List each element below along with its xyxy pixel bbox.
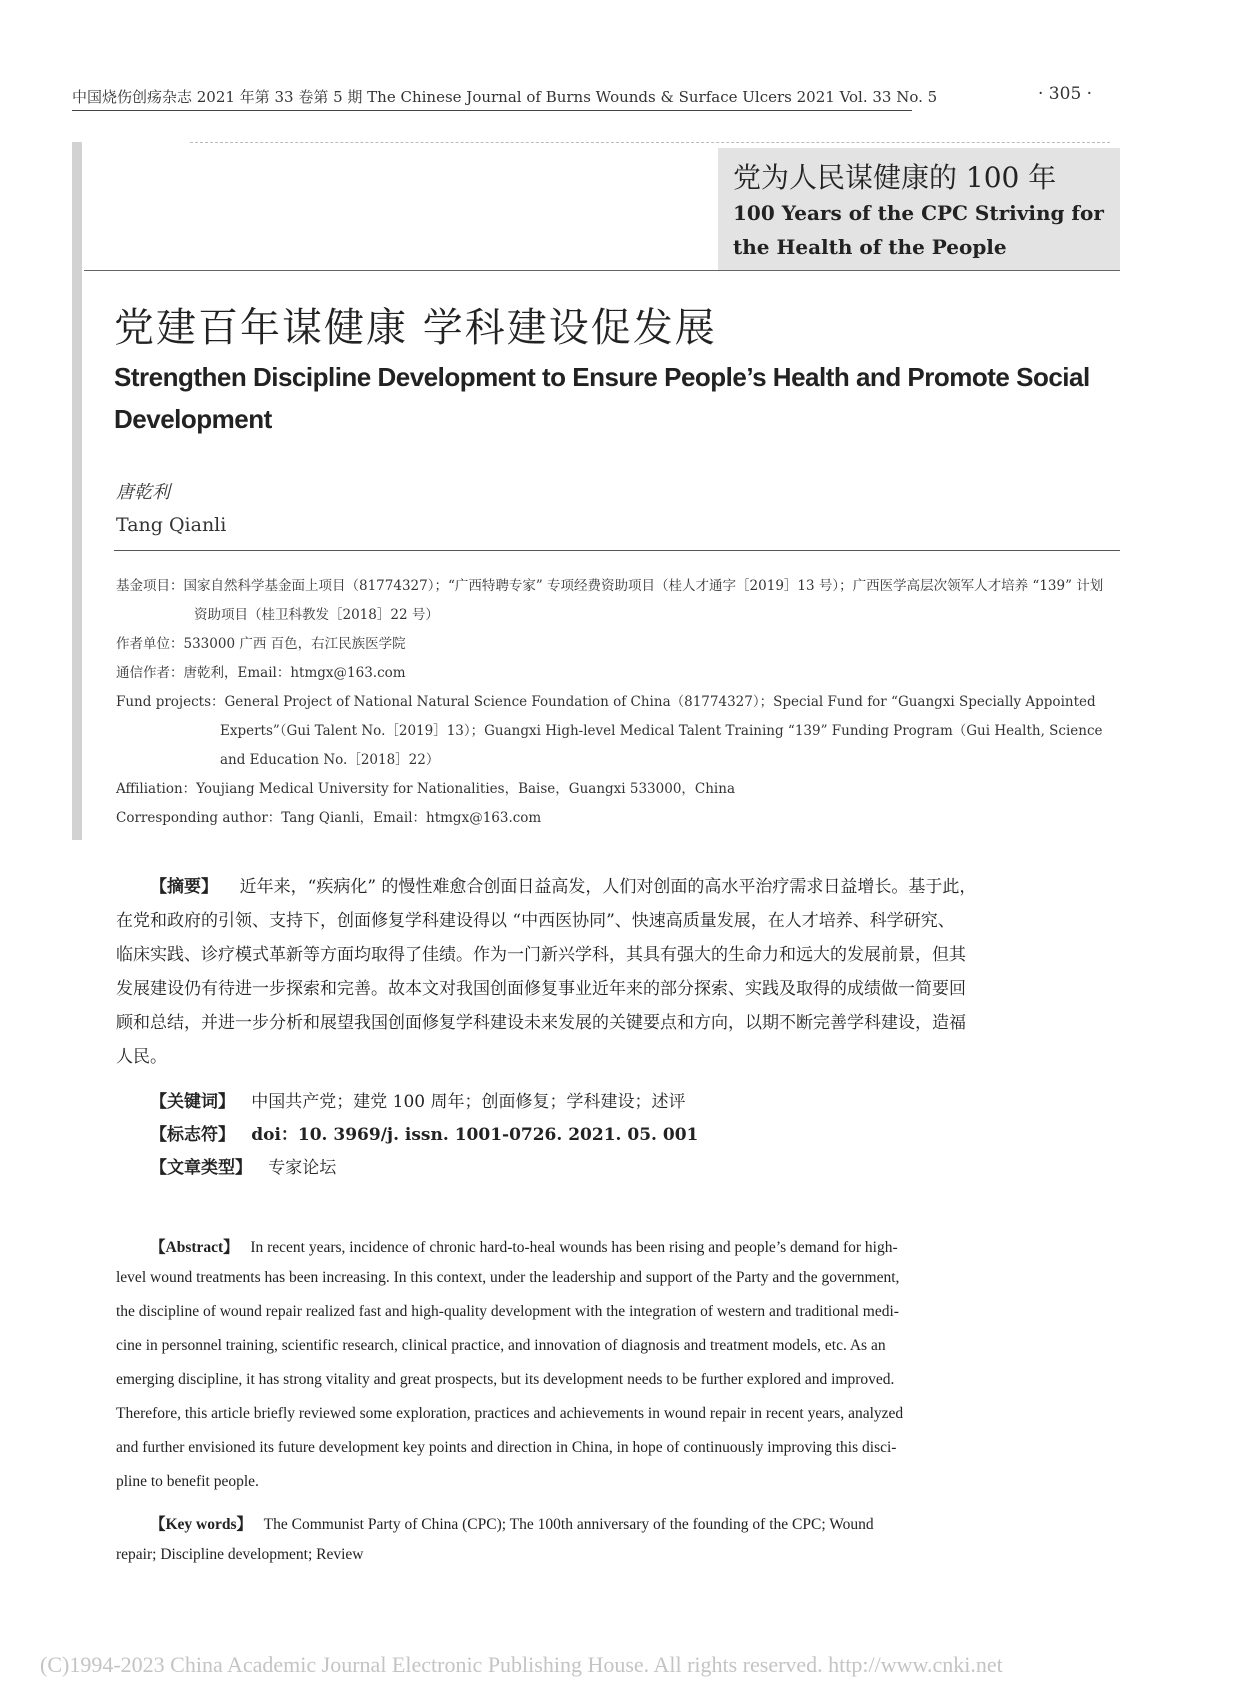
running-head: 中国烧伤创疡杂志 2021 年第 33 卷第 5 期 The Chinese Journal of Burns Wounds & Surface Ulcers 2021 Vol. 33 No. 5 — [72, 86, 912, 111]
abstract-cn-line: 发展建设仍有待进一步探索和完善。故本文对我国创面修复事业近年来的部分探索、实践及取得的成绩做一简要回 — [116, 979, 966, 999]
abstract-cn-text: 近年来，“疾病化” 的慢性难愈合创面日益高发，人们对创面的高水平治疗需求日益增长。基于此， — [239, 877, 977, 897]
abstract-en-line: level wound treatments has been increasing. In this context, under the leadership and support of the Party and the government, — [116, 1269, 900, 1286]
page-number: · 305 · — [1038, 84, 1093, 104]
abstract-en-line: the discipline of wound repair realized fast and high-quality development with the integration of western and traditional medi- — [116, 1303, 899, 1320]
corresponding-author-en: Corresponding author：Tang Qianli，Email：htmgx@163.com — [116, 810, 542, 826]
copyright-footer: (C)1994-2023 China Academic Journal Electronic Publishing House. All rights reserved. http://www.cnki.net — [40, 1652, 1003, 1677]
abstract-en-text: In recent years, incidence of chronic hard-to-heal wounds has been rising and people’s demand for high- — [250, 1239, 898, 1256]
left-accent-bar — [72, 142, 82, 840]
article-type — [150, 1153, 336, 1178]
fund-projects-en — [116, 688, 1116, 775]
abstract-cn-line: 顾和总结，并进一步分析和展望我国创面修复学科建设未来发展的关键要点和方向，以期不断完善学科建设，造福 — [116, 1013, 966, 1033]
column-title-en: 100 Years of the CPC Striving for the Health of the People — [733, 201, 1104, 259]
abstract-en-line: cine in personnel training, scientific research, clinical practice, and innovation of diagnosis and treatment models, etc. As an — [116, 1337, 886, 1354]
keywords-en-label: 【Key words】 — [150, 1516, 253, 1533]
keywords-cn-text: 中国共产党；建党 100 周年；创面修复；学科建设；述评 — [251, 1092, 686, 1112]
abstract-en-line: pline to benefit people. — [116, 1473, 259, 1490]
column-title-cn: 党为人民谋健康的 100 年 — [733, 161, 1057, 194]
abstract-cn-line: 临床实践、诊疗模式革新等方面均取得了佳绩。作为一门新兴学科，其具有强大的生命力和远大的发展前景，但其 — [116, 945, 966, 965]
affiliation-cn: 作者单位：533000 广西 百色，右江民族医学院 — [116, 636, 406, 652]
abstract-en-line — [150, 1235, 1071, 1257]
abstract-en-line: emerging discipline, it has strong vitality and great prospects, but its development needs to be further explored and improved. — [116, 1371, 895, 1388]
article-title-en: Strengthen Discipline Development to Ensure People’s Health and Promote Social Development — [114, 362, 1090, 434]
keywords-cn — [150, 1087, 685, 1112]
article-title-cn: 党建百年谋健康 学科建设促发展 — [114, 305, 717, 351]
fund-projects-cn-text: 基金项目：国家自然科学基金面上项目（81774327）；“广西特聘专家” 专项经费资助项目（桂人才通字［2019］13 号）；广西医学高层次领军人才培养 “139” 计划资助项目（桂卫科教发［2018］22 号） — [116, 578, 1104, 623]
abstract-en-label: 【Abstract】 — [150, 1239, 239, 1256]
doi-text: doi：10. 3969/j. issn. 1001-0726. 2021. 05. 001 — [251, 1125, 699, 1145]
banner-rule — [84, 270, 1120, 271]
fund-projects-cn — [116, 572, 1116, 630]
keywords-en — [150, 1512, 1071, 1534]
doi — [150, 1120, 698, 1145]
keywords-en-line: repair; Discipline development; Review — [116, 1546, 364, 1563]
abstract-en-line: Therefore, this article briefly reviewed some exploration, practices and achievements in wound repair in recent years, analyzed — [116, 1405, 904, 1422]
abstract-cn-line — [150, 872, 1070, 897]
author-name-en: Tang Qianli — [116, 514, 227, 536]
abstract-en-line: and further envisioned its future development key points and direction in China, in hope of continuously improving this disci- — [116, 1439, 897, 1456]
abstract-cn-line: 在党和政府的引领、支持下，创面修复学科建设得以 “中西医协同”、快速高质量发展，在人才培养、科学研究、 — [116, 911, 955, 931]
fund-projects-en-text: Fund projects：General Project of National Natural Science Foundation of China（81774327）；Special Fund for “Guangxi Specially Appointed Experts”（Gui Talent No.［2019］13）；Guangxi High-level Medical Talent Training “139” Funding Program（Gui Health, Science and Education No.［2018］22） — [116, 694, 1103, 768]
keywords-en-text: The Communist Party of China (CPC); The 100th anniversary of the founding of the CPC; Wound — [263, 1516, 874, 1533]
abstract-cn-line: 人民。 — [116, 1047, 167, 1067]
dashed-rule — [190, 142, 1110, 143]
article-type-text: 专家论坛 — [268, 1158, 337, 1178]
abstract-cn-label: 【摘要】 — [150, 877, 218, 897]
keywords-cn-label: 【关键词】 — [150, 1092, 235, 1112]
corresponding-author-cn: 通信作者：唐乾利，Email：htmgx@163.com — [116, 665, 406, 681]
author-rule — [114, 550, 1120, 551]
author-name-cn: 唐乾利 — [116, 482, 170, 503]
article-type-label: 【文章类型】 — [150, 1158, 252, 1178]
doi-label: 【标志符】 — [150, 1125, 235, 1145]
affiliation-en: Affiliation：Youjiang Medical University for Nationalities，Baise，Guangxi 533000，China — [116, 781, 735, 797]
